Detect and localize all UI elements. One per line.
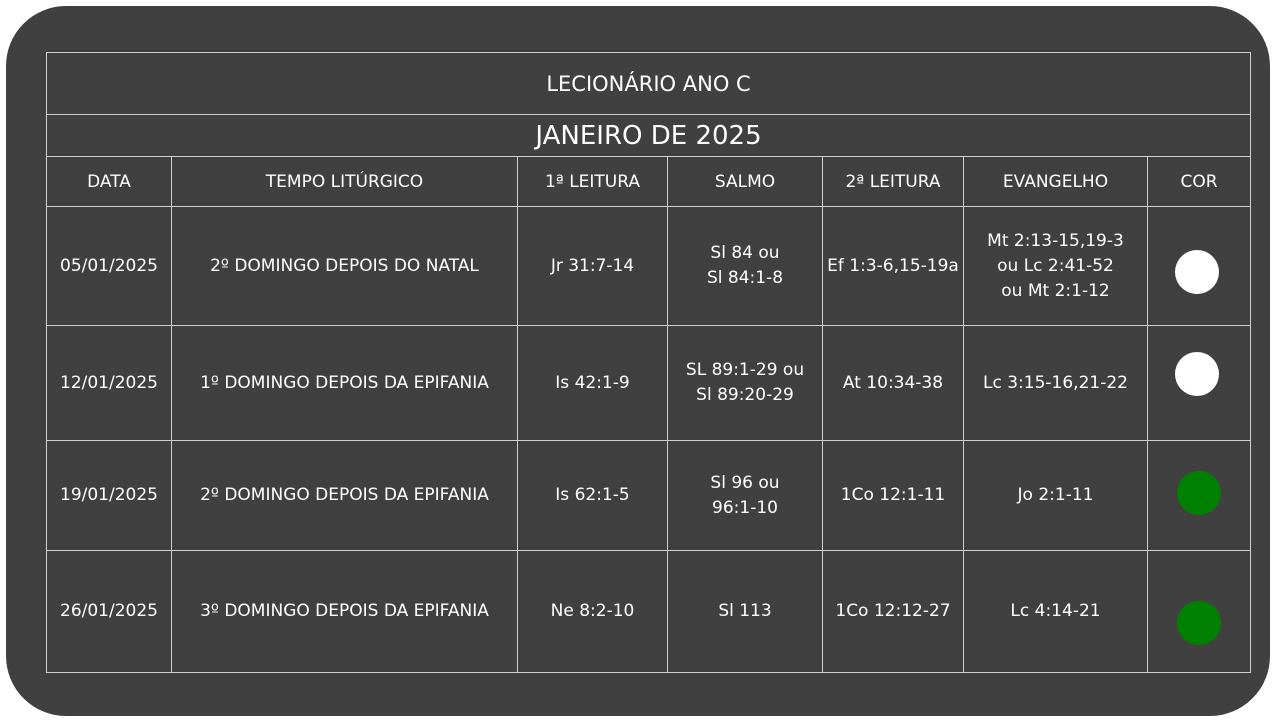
liturgical-color-dot (1177, 471, 1221, 515)
season-cell: 2º DOMINGO DEPOIS DO NATAL (172, 207, 518, 326)
second-reading-cell: At 10:34-38 (823, 326, 964, 441)
gospel-cell (964, 326, 1148, 441)
color-cell (1148, 326, 1251, 441)
second-reading-cell: 1Co 12:1-11 (823, 441, 964, 551)
header-color: COR (1148, 157, 1251, 207)
liturgical-color-dot (1177, 601, 1221, 645)
header-date: DATA (47, 157, 172, 207)
color-cell (1148, 551, 1251, 673)
season-cell: 2º DOMINGO DEPOIS DA EPIFANIA (172, 441, 518, 551)
date-cell: 19/01/2025 (47, 441, 172, 551)
psalm-line: Sl 84 ou (710, 243, 780, 263)
season-cell: 3º DOMINGO DEPOIS DA EPIFANIA (172, 551, 518, 673)
liturgical-color-dot (1175, 352, 1219, 396)
table-row (47, 326, 1251, 441)
psalm-cell (668, 326, 823, 441)
psalm-line: Sl 89:20-29 (696, 385, 794, 405)
month-title: JANEIRO DE 2025 (47, 115, 1251, 157)
gospel-line: Mt 2:13-15,19-3 (987, 230, 1124, 251)
gospel-cell (964, 551, 1148, 673)
season-cell: 1º DOMINGO DEPOIS DA EPIFANIA (172, 326, 518, 441)
psalm-line: Sl 84:1-8 (706, 268, 784, 288)
header-season: TEMPO LITÚRGICO (172, 157, 518, 207)
first-reading-cell: Jr 31:7-14 (518, 207, 668, 326)
header-row (47, 157, 1251, 207)
header-first-reading: 1ª LEITURA (518, 157, 668, 207)
psalm-line: SL 89:1-29 ou (685, 360, 805, 380)
gospel-cell (964, 441, 1148, 551)
date-cell: 26/01/2025 (47, 551, 172, 673)
psalm-line: Sl 96 ou (710, 472, 780, 493)
header-gospel: EVANGELHO (964, 157, 1148, 207)
header-psalm: SALMO (668, 157, 823, 207)
color-cell (1148, 441, 1251, 551)
psalm-line: Sl 113 (718, 601, 772, 621)
psalm-cell (668, 207, 823, 326)
psalm-cell (668, 441, 823, 551)
lectionary-table (46, 52, 1251, 673)
table-title: LECIONÁRIO ANO C (47, 53, 1251, 115)
second-reading-cell: Ef 1:3-6,15-19a (823, 207, 964, 326)
first-reading-cell: Is 62:1-5 (518, 441, 668, 551)
psalm-cell (668, 551, 823, 673)
table-row (47, 551, 1251, 673)
gospel-line: ou Mt 2:1-12 (1001, 280, 1110, 301)
color-cell (1148, 207, 1251, 326)
liturgical-color-dot (1175, 250, 1219, 294)
second-reading-cell: 1Co 12:12-27 (823, 551, 964, 673)
first-reading-cell: Ne 8:2-10 (518, 551, 668, 673)
gospel-line: Lc 4:14-21 (1010, 601, 1101, 621)
table-row (47, 207, 1251, 326)
gospel-line: Jo 2:1-11 (1017, 485, 1094, 505)
table-row (47, 441, 1251, 551)
header-second-reading: 2ª LEITURA (823, 157, 964, 207)
date-cell: 05/01/2025 (47, 207, 172, 326)
gospel-cell (964, 207, 1148, 326)
psalm-line: 96:1-10 (712, 497, 778, 518)
date-cell: 12/01/2025 (47, 326, 172, 441)
gospel-line: Lc 3:15-16,21-22 (983, 372, 1128, 393)
first-reading-cell: Is 42:1-9 (518, 326, 668, 441)
lectionary-card (6, 6, 1270, 716)
gospel-line: ou Lc 2:41-52 (997, 255, 1114, 276)
